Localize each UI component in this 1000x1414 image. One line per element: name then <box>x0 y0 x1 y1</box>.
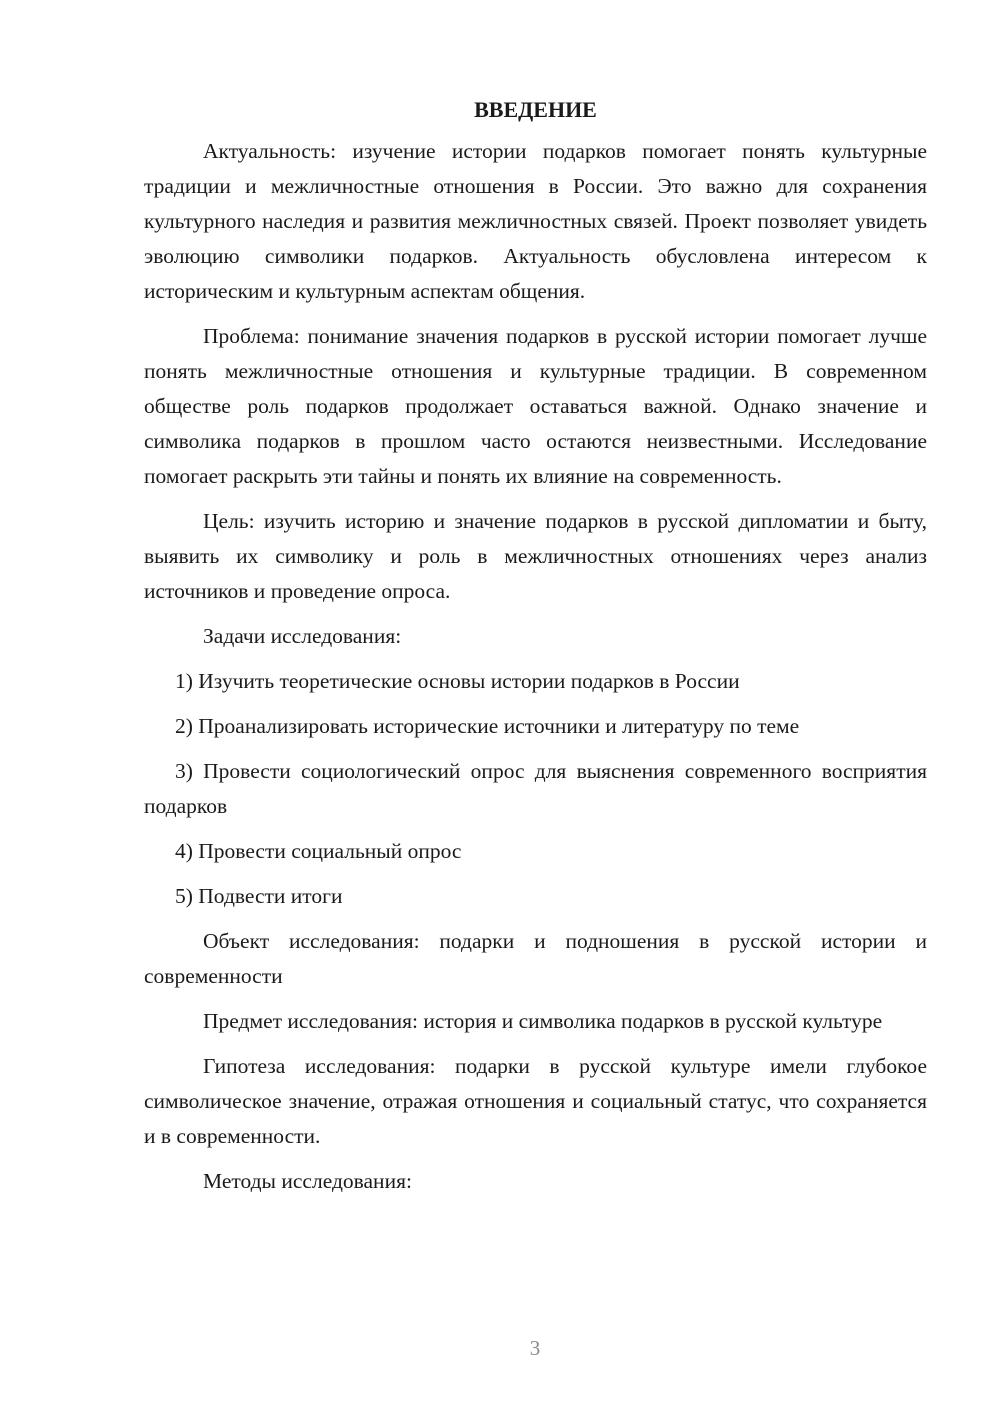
tasks-list <box>144 664 927 914</box>
methods-heading: Методы исследования: <box>203 1169 412 1193</box>
task-item-2: 2) Проанализировать исторические источники и литературу по теме <box>175 714 800 738</box>
hypothesis-paragraph: Гипотеза исследования: подарки в русской культуре имели глубокое символическое значение, отражая отношения и социальный статус, что сохраняется и в современности. <box>144 1054 927 1148</box>
object-paragraph: Объект исследования: подарки и подношения в русской истории и современности <box>144 929 927 988</box>
task-item-5: 5) Подвести итоги <box>175 884 343 908</box>
task-item-1: 1) Изучить теоретические основы истории подарков в России <box>175 669 740 693</box>
tasks-heading: Задачи исследования: <box>203 624 402 648</box>
goal-paragraph: Цель: изучить историю и значение подарков в русской дипломатии и быту, выявить их символику и роль в межличностных отношениях через анализ источников и проведение опроса. <box>144 509 927 603</box>
subject-paragraph: Предмет исследования: история и символика подарков в русской культуре <box>203 1009 883 1033</box>
task-item-3: 3) Провести социологический опрос для выяснения современного восприятия подарков <box>144 759 927 818</box>
relevance-paragraph: Актуальность: изучение истории подарков помогает понять культурные традиции и межличностные отношения в России. Это важно для сохранения культурного наследия и развития межличностных связей. Проект позволяет увидеть эволюцию символики подарков. Актуальность обусловлена интересом к историческим и культурным аспектам общения. <box>144 139 927 303</box>
problem-paragraph: Проблема: понимание значения подарков в русской истории помогает лучше понять межличностные отношения и культурные традиции. В современном обществе роль подарков продолжает оставаться важной. Однако значение и символика подарков в прошлом часто остаются неизвестными. Исследование помогает раскрыть эти тайны и понять их влияние на современность. <box>144 324 927 488</box>
document-page <box>144 92 927 1209</box>
page-number: 3 <box>529 1336 541 1360</box>
task-item-4: 4) Провести социальный опрос <box>175 839 462 863</box>
section-title: ВВЕДЕНИЕ <box>474 97 597 122</box>
